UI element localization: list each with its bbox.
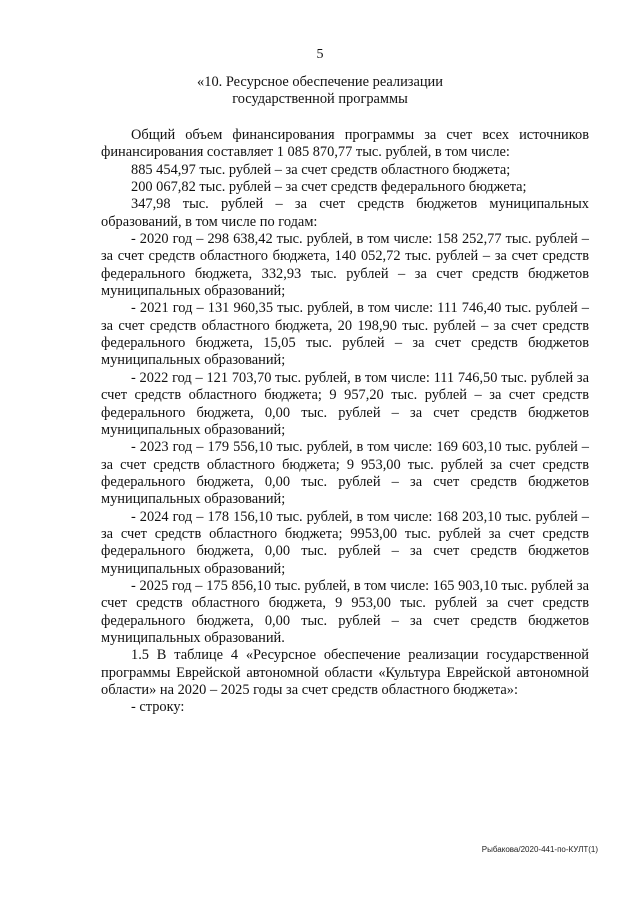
section-heading [0,74,640,108]
paragraph-municipal-budget: 347,98 тыс. рублей – за счет средств бюджетов муниципальных образований, в том числе по годам: [101,196,589,230]
body-text [101,127,589,717]
paragraph-year-2022: - 2022 год – 121 703,70 тыс. рублей, в том числе: 111 746,50 тыс. рублей за счет средств областного бюджета; 9 957,20 тыс. рублей – за счет средств федерального бюджета, 0,00 тыс. рублей – за счет средств бюджетов муниципальных образований; [101,369,589,438]
paragraph-regional-budget: 885 454,97 тыс. рублей – за счет средств областного бюджета; [131,161,511,178]
paragraph-federal-budget: 200 067,82 тыс. рублей – за счет средств федерального бюджета; [131,179,527,196]
section-heading-line-1: «10. Ресурсное обеспечение реализации [197,74,443,90]
document-footer-code: Рыбакова/2020-441-по-КУЛТ(1) [481,845,598,854]
page-number: 5 [316,47,324,62]
paragraph-year-2021: - 2021 год – 131 960,35 тыс. рублей, в том числе: 111 746,40 тыс. рублей – за счет средств областного бюджета, 20 198,90 тыс. рублей – за счет средств федерального бюджета, 15,05 тыс. рублей – за счет средств бюджетов муниципальных образований; [101,300,589,369]
section-heading-line-2: государственной программы [232,91,408,107]
paragraph-table-4-amendment: 1.5 В таблице 4 «Ресурсное обеспечение реализации государственной программы Еврейской автономной области «Культура Еврейской автономной области» на 2020 – 2025 годы за счет средств областного бюджета»: [101,647,589,698]
paragraph-year-2024: - 2024 год – 178 156,10 тыс. рублей, в том числе: 168 203,10 тыс. рублей – за счет средств областного бюджета; 9953,00 тыс. рублей за счет средств федерального бюджета, 0,00 тыс. рублей – за счет средств бюджетов муниципальных образований; [101,508,589,577]
paragraph-year-2025: - 2025 год – 175 856,10 тыс. рублей, в том числе: 165 903,10 тыс. рублей за счет средств областного бюджета, 9 953,00 тыс. рублей за счет средств федерального бюджета, 0,00 тыс. рублей – за счет средств бюджетов муниципальных образований. [101,577,589,646]
paragraph-year-2020: - 2020 год – 298 638,42 тыс. рублей, в том числе: 158 252,77 тыс. рублей – за счет средств областного бюджета, 140 052,72 тыс. рублей – за счет средств федерального бюджета, 332,93 тыс. рублей – за счет средств бюджетов муниципальных образований; [101,231,589,300]
paragraph-row-label: - строку: [131,699,185,716]
paragraph-total-financing: Общий объем финансирования программы за счет всех источников финансирования составляет 1 085 870,77 тыс. рублей, в том числе: [101,127,589,161]
paragraph-year-2023: - 2023 год – 179 556,10 тыс. рублей, в том числе: 169 603,10 тыс. рублей – за счет средств областного бюджета; 9 953,00 тыс. рублей за счет средств федерального бюджета, 0,00 тыс. рублей – за счет средств бюджетов муниципальных образований; [101,439,589,508]
